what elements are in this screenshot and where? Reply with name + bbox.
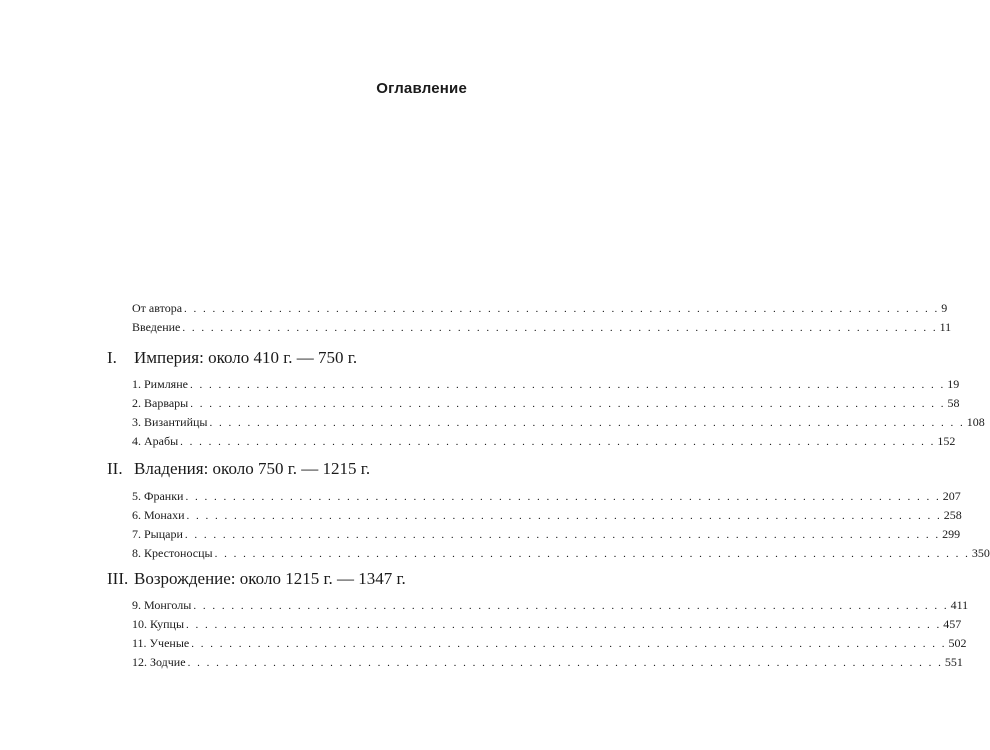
toc-entry-label: 9. Монголы [132,598,192,612]
toc-entry[interactable] [132,395,960,411]
toc-entry[interactable] [132,376,960,392]
dot-leader: . . . . . . . . . . . . . . . . . . . . . . . . . . . . . . . . . . . . . . . . . . . . . . . . . . . . . . . . . . . . . . . . . . . . . . . . . . . . . . . . [186,510,942,522]
dot-leader: . . . . . . . . . . . . . . . . . . . . . . . . . . . . . . . . . . . . . . . . . . . . . . . . . . . . . . . . . . . . . . . . . . . . . . . . . . . . . . . . [190,398,946,410]
toc-entry[interactable] [132,319,952,335]
toc-entry[interactable] [132,507,962,523]
dot-leader: . . . . . . . . . . . . . . . . . . . . . . . . . . . . . . . . . . . . . . . . . . . . . . . . . . . . . . . . . . . . . . . . . . . . . . . . . . . . . . . . [182,322,938,334]
toc-entry-label: 1. Римляне [132,377,188,391]
part-heading [107,348,357,368]
toc-entry-page: 152 [937,434,956,448]
toc-entry-label: 7. Рыцари [132,527,183,541]
toc-entry[interactable] [132,300,948,316]
toc-entry-page: 457 [943,617,962,631]
part-title: Владения: около 750 г. — 1215 г. [134,459,371,478]
page-title: Оглавление [376,80,467,97]
dot-leader: . . . . . . . . . . . . . . . . . . . . . . . . . . . . . . . . . . . . . . . . . . . . . . . . . . . . . . . . . . . . . . . . . . . . . . . . . . . . . . . . [214,548,970,560]
toc-entry-page: 58 [947,396,960,410]
dot-leader: . . . . . . . . . . . . . . . . . . . . . . . . . . . . . . . . . . . . . . . . . . . . . . . . . . . . . . . . . . . . . . . . . . . . . . . . . . . . . . . . [184,529,941,541]
dot-leader: . . . . . . . . . . . . . . . . . . . . . . . . . . . . . . . . . . . . . . . . . . . . . . . . . . . . . . . . . . . . . . . . . . . . . . . . . . . . . . . . [187,657,943,669]
toc-entry-label: 6. Монахи [132,508,185,522]
dot-leader: . . . . . . . . . . . . . . . . . . . . . . . . . . . . . . . . . . . . . . . . . . . . . . . . . . . . . . . . . . . . . . . . . . . . . . . . . . . . . . . . [193,600,949,612]
toc-entry[interactable] [132,545,990,561]
toc-entry-page: 299 [942,527,961,541]
part-heading [107,569,406,589]
toc-entry-page: 502 [948,636,967,650]
part-title: Возрождение: около 1215 г. — 1347 г. [134,569,406,588]
toc-entry-label: 2. Варвары [132,396,189,410]
toc-entry-page: 108 [966,415,985,429]
toc-entry[interactable] [132,616,962,632]
toc-entry[interactable] [132,488,961,504]
toc-entry-page: 258 [943,508,962,522]
part-numeral: I. [107,348,117,367]
dot-leader: . . . . . . . . . . . . . . . . . . . . . . . . . . . . . . . . . . . . . . . . . . . . . . . . . . . . . . . . . . . . . . . . . . . . . . . . . . . . . . . . [185,491,941,503]
dot-leader: . . . . . . . . . . . . . . . . . . . . . . . . . . . . . . . . . . . . . . . . . . . . . . . . . . . . . . . . . . . . . . . . . . . . . . . . . . . . . . . . [184,303,940,315]
toc-entry-label: 12. Зодчие [132,655,186,669]
toc-entry[interactable] [132,635,967,651]
toc-entry-label: 3. Византийцы [132,415,208,429]
toc-entry-page: 11 [939,320,952,334]
dot-leader: . . . . . . . . . . . . . . . . . . . . . . . . . . . . . . . . . . . . . . . . . . . . . . . . . . . . . . . . . . . . . . . . . . . . . . . . . . . . . . . . [180,436,936,448]
toc-entry-page: 19 [947,377,960,391]
toc-entry-label: 4. Арабы [132,434,179,448]
part-heading [107,459,370,479]
toc-entry-label: От автора [132,301,183,315]
part-numeral: III. [107,569,129,588]
toc-entry-page: 551 [944,655,963,669]
dot-leader: . . . . . . . . . . . . . . . . . . . . . . . . . . . . . . . . . . . . . . . . . . . . . . . . . . . . . . . . . . . . . . . . . . . . . . . . . . . . . . . . [186,619,942,631]
toc-entry[interactable] [132,414,985,430]
toc-entry-label: 5. Франки [132,489,184,503]
toc-entry-page: 9 [941,301,948,315]
part-title: Империя: около 410 г. — 750 г. [134,348,358,367]
toc-entry-page: 411 [950,598,969,612]
toc-entry[interactable] [132,526,961,542]
dot-leader: . . . . . . . . . . . . . . . . . . . . . . . . . . . . . . . . . . . . . . . . . . . . . . . . . . . . . . . . . . . . . . . . . . . . . . . . . . . . . . . . [189,379,946,391]
dot-leader: . . . . . . . . . . . . . . . . . . . . . . . . . . . . . . . . . . . . . . . . . . . . . . . . . . . . . . . . . . . . . . . . . . . . . . . . . . . . . . . . [209,417,965,429]
toc-entry-page: 207 [942,489,961,503]
part-numeral: II. [107,459,123,478]
toc-entry-label: Введение [132,320,181,334]
toc-entry-label: 8. Крестоносцы [132,546,213,560]
toc-entry-label: 11. Ученые [132,636,190,650]
toc-entry-page: 350 [971,546,990,560]
toc-entry[interactable] [132,597,969,613]
toc-entry-label: 10. Купцы [132,617,185,631]
toc-entry[interactable] [132,433,956,449]
dot-leader: . . . . . . . . . . . . . . . . . . . . . . . . . . . . . . . . . . . . . . . . . . . . . . . . . . . . . . . . . . . . . . . . . . . . . . . . . . . . . . . . [191,638,947,650]
toc-entry[interactable] [132,654,963,670]
